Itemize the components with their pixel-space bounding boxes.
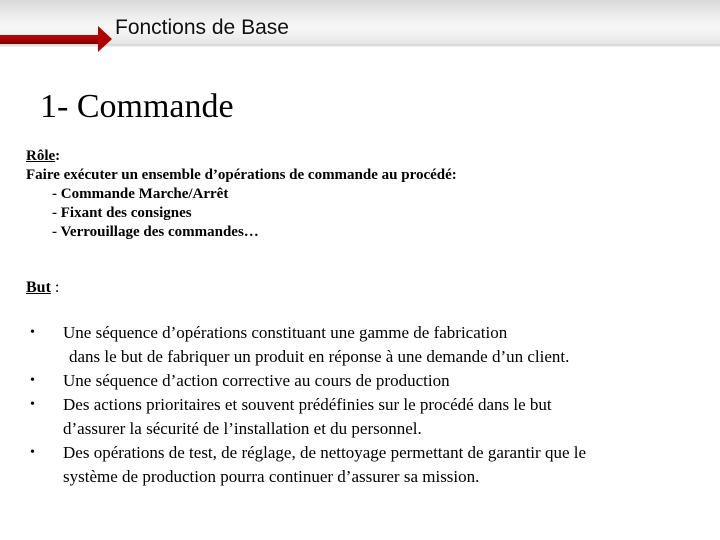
section-title: 1- Commande xyxy=(40,88,234,125)
role-item: - Verrouillage des commandes… xyxy=(52,224,259,240)
role-section xyxy=(26,147,457,242)
header-red-bar xyxy=(0,35,100,44)
role-colon: : xyxy=(55,148,61,164)
role-item: - Commande Marche/Arrêt xyxy=(52,186,229,202)
but-bullet-list xyxy=(30,321,700,489)
but-colon: : xyxy=(50,279,60,296)
bullet-item xyxy=(30,441,700,489)
role-item: - Fixant des consignes xyxy=(52,205,192,221)
header-title: Fonctions de Base xyxy=(115,16,289,39)
role-label: Rôle xyxy=(26,148,56,164)
bullet-icon: • xyxy=(30,445,35,460)
header-arrow-icon xyxy=(98,26,112,52)
bullet-text: Des opérations de test, de réglage, de nettoyage permettant de garantir que le xyxy=(63,443,587,462)
bullet-text-continued: système de production pourra continuer d’assurer sa mission. xyxy=(63,467,480,486)
bullet-text-continued: d’assurer la sécurité de l’installation et du personnel. xyxy=(63,419,422,438)
bullet-item xyxy=(30,369,700,393)
bullet-icon: • xyxy=(30,325,35,340)
but-heading xyxy=(26,279,59,297)
bullet-text: Une séquence d’opérations constituant une gamme de fabrication xyxy=(63,323,508,342)
bullet-icon: • xyxy=(30,397,35,412)
role-heading xyxy=(26,147,457,166)
bullet-text-continued: dans le but de fabriquer un produit en réponse à une demande d’un client. xyxy=(69,347,570,366)
bullet-icon: • xyxy=(30,373,35,388)
role-description: Faire exécuter un ensemble d’opérations de commande au procédé: xyxy=(26,167,457,183)
bullet-item xyxy=(30,393,700,441)
bullet-item xyxy=(30,321,700,369)
bullet-text: Des actions prioritaires et souvent prédéfinies sur le procédé dans le but xyxy=(63,395,552,414)
bullet-text: Une séquence d’action corrective au cours de production xyxy=(63,371,450,390)
but-label: But xyxy=(26,279,51,296)
